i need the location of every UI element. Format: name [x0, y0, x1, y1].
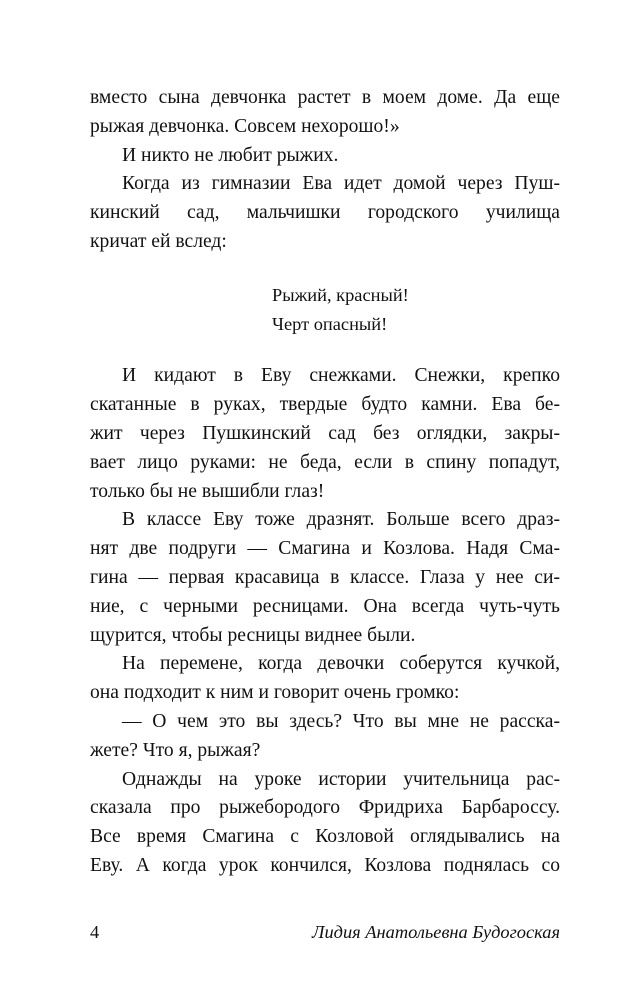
page-number: 4 — [90, 922, 100, 942]
text-line: И кидают в Еву снежками. Снежки, крепко — [122, 365, 560, 387]
text-line: рыжая девчонка. Совсем нехорошо!» — [90, 115, 400, 137]
stanza-gap — [90, 338, 560, 362]
text-line: она подходит к ним и говорит очень громко: — [90, 682, 460, 704]
text-line: скатанные в руках, твердые будто камни. Ева бе- — [90, 394, 560, 416]
text-line: сказала про рыжебородого Фридриха Барбароссу. — [90, 797, 560, 819]
text-line: В классе Еву тоже дразнят. Больше всего драз- — [122, 509, 560, 531]
text-line: только бы не вышибли глаз! — [90, 480, 325, 502]
page-footer — [90, 922, 560, 950]
stanza-gap — [90, 257, 560, 281]
text-line: жете? Что я, рыжая? — [90, 739, 261, 761]
text-line: вает лицо руками: не беда, если в спину попадут, — [90, 451, 560, 473]
running-title: Лидия Анатольевна Будогоская — [312, 922, 560, 942]
text-line: вместо сына девчонка растет в моем доме. Да еще — [90, 87, 560, 108]
body-text — [90, 84, 560, 881]
poem-line: Рыжий, красный! — [272, 284, 409, 305]
text-line: И никто не любит рыжих. — [122, 144, 339, 166]
text-line: На перемене, когда девочки соберутся кучкой, — [122, 653, 560, 675]
text-line: Когда из гимназии Ева идет домой через Пуш- — [122, 173, 560, 195]
text-line: гина — первая красавица в классе. Глаза у нее си- — [90, 566, 560, 588]
text-line: Все время Смагина с Козловой оглядывались на — [90, 826, 560, 848]
text-line: Еву. А когда урок кончился, Козлова поднялась со — [90, 854, 560, 876]
text-line: щурится, чтобы ресницы виднее были. — [90, 624, 416, 646]
dialogue-line: — О чем это вы здесь? Что вы мне не расска- — [122, 710, 560, 732]
poem-line: Черт опасный! — [272, 313, 388, 334]
text-line: кричат ей вслед: — [90, 230, 227, 252]
text-line: жит через Пушкинский сад без оглядки, закры- — [90, 422, 560, 444]
text-line: Однажды на уроке истории учительница рас- — [122, 768, 560, 790]
text-line: кинский сад, мальчишки городского училища — [90, 202, 560, 224]
text-line: нят две подруги — Смагина и Козлова. Надя Сма- — [90, 538, 560, 560]
text-line: ние, с черными ресницами. Она всегда чуть-чуть — [90, 595, 560, 617]
